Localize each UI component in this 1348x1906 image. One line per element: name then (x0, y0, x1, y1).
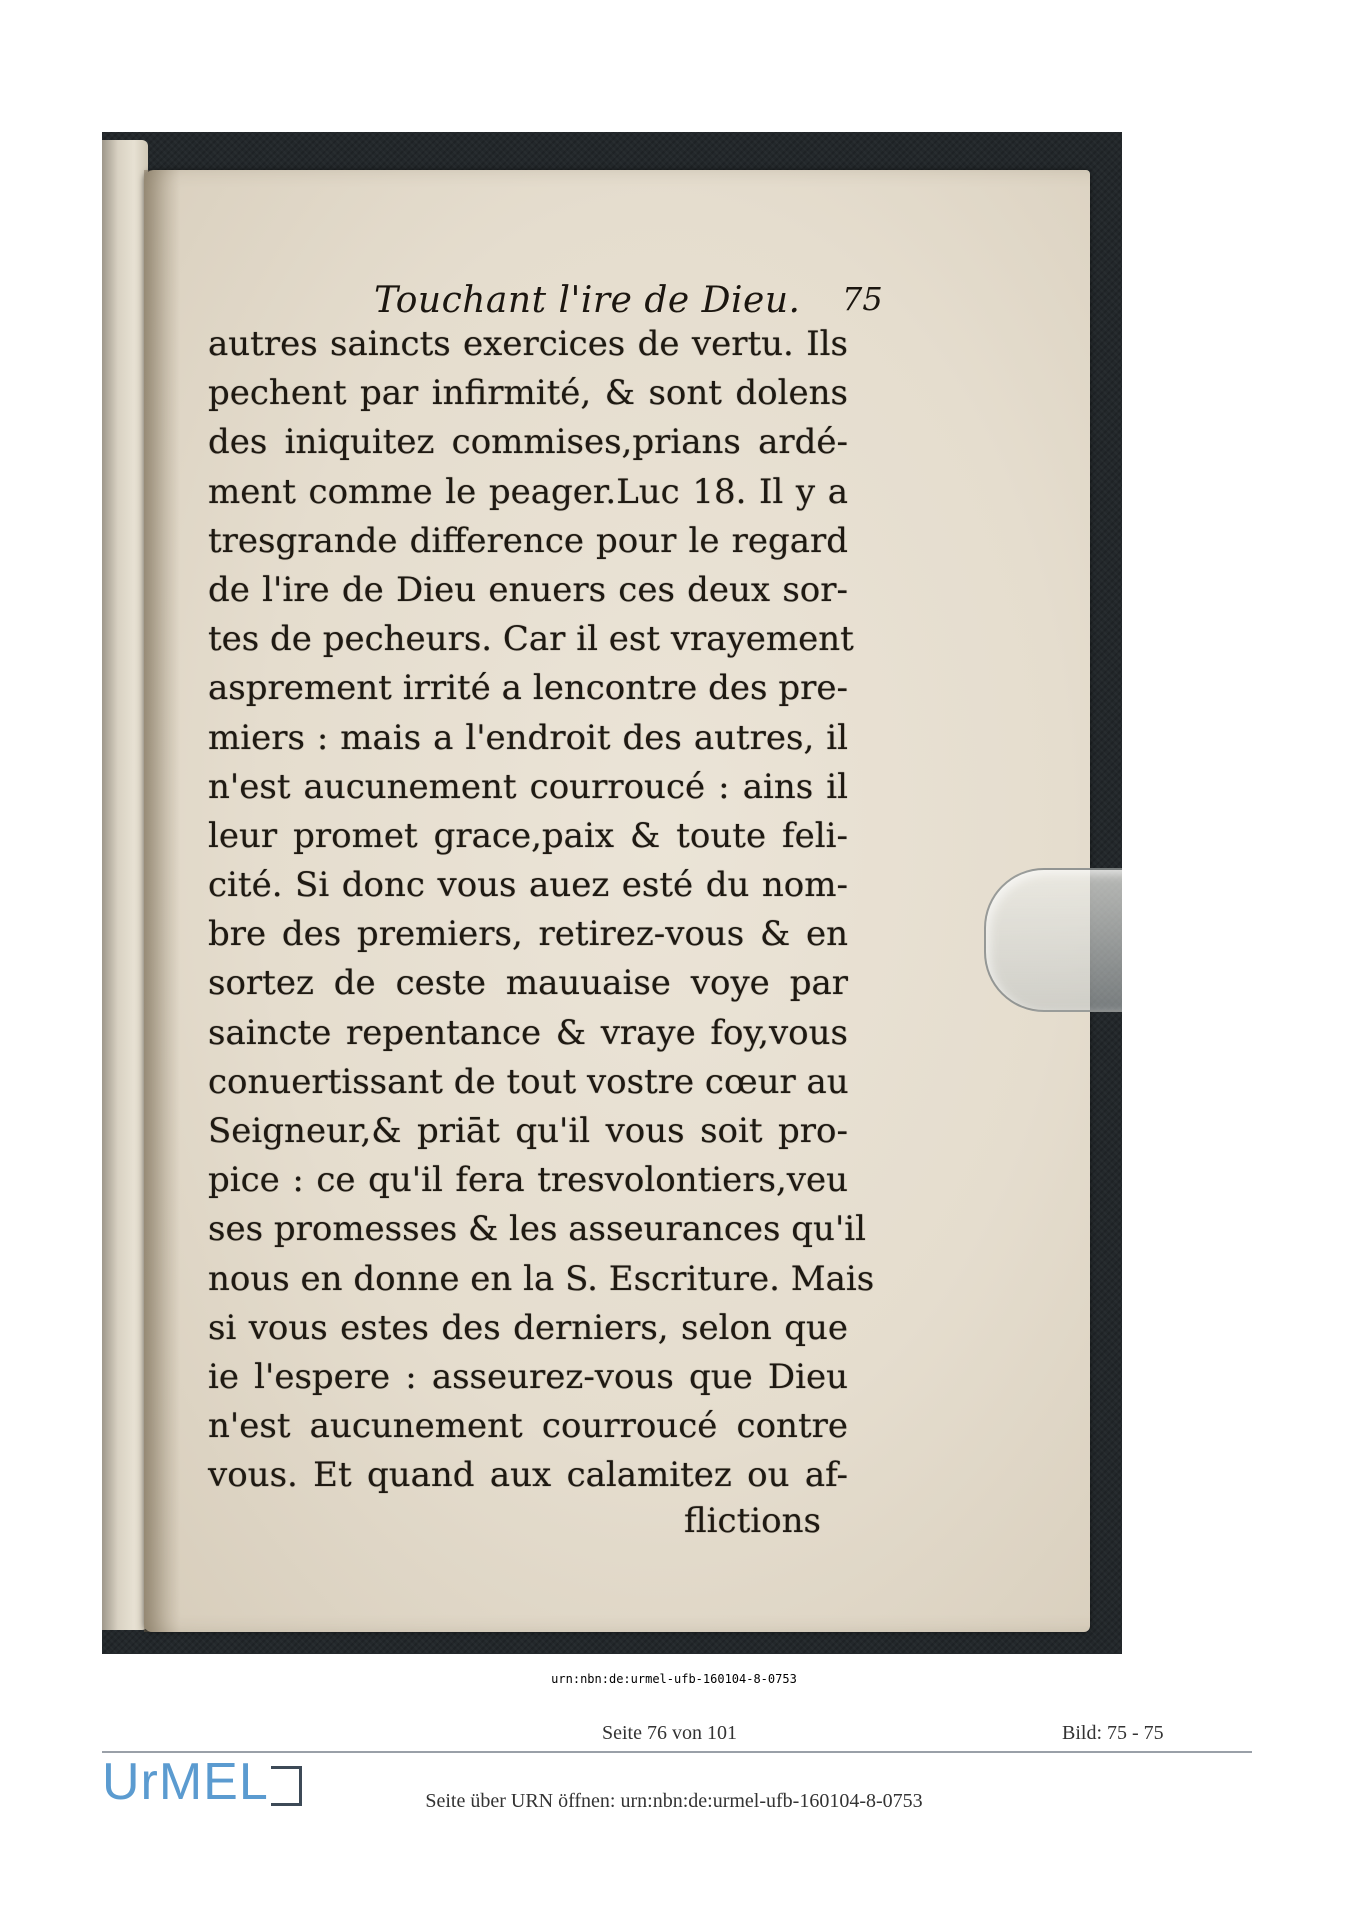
text-line: leur promet grace,paix & toute feli- (208, 815, 848, 856)
text-line: tes de pecheurs. Car il est vrayement (208, 619, 854, 660)
image-range: Bild: 75 - 75 (1062, 1722, 1164, 1744)
page-clip (984, 868, 1122, 1012)
page-count: Seite 76 von 101 (602, 1722, 737, 1744)
text-line: sortez de ceste mauuaise voye par (208, 963, 848, 1004)
book-page (144, 170, 1090, 1632)
text-line: n'est aucunement courroucé contre (208, 1406, 848, 1447)
text-line: tresgrande difference pour le regard (208, 520, 848, 561)
page-text-block (208, 320, 875, 1501)
text-line: Seigneur,& priāt qu'il vous soit pro- (208, 1111, 848, 1151)
text-line: autres saincts exercices de vertu. Ils (208, 324, 848, 364)
text-line: saincte repentance & vraye foy,vous (208, 1012, 848, 1053)
text-line: cité. Si donc vous auez esté du nom- (208, 865, 848, 906)
text-line: nous en donne en la S. Escriture. Mais (208, 1258, 875, 1299)
text-line: pechent par infirmité, & sont dolens (208, 373, 848, 414)
text-line: des iniquitez commises,prians ardé- (208, 422, 848, 463)
text-line: ment comme le peager.Luc 18. Il y a (208, 471, 848, 512)
logo-text: UrMEL (102, 1753, 269, 1811)
catchword: flictions (684, 1501, 821, 1541)
page-gutter-shadow (144, 170, 180, 1632)
text-line: ie l'espere : asseurez-vous que Dieu (208, 1356, 848, 1397)
text-line: asprement irrité a lencontre des pre- (208, 668, 848, 709)
text-line: ses promesses & les asseurances qu'il (208, 1209, 867, 1250)
urn-link[interactable]: Seite über URN öffnen: urn:nbn:de:urmel-ufb-160104-8-0753 (425, 1790, 923, 1812)
text-line: vous. Et quand aux calamitez ou af- (208, 1455, 848, 1496)
text-line: de l'ire de Dieu enuers ces deux sor- (208, 569, 848, 610)
text-line: bre des premiers, retirez-vous & en (208, 914, 848, 955)
text-line: conuertissant de tout vostre cœur au (208, 1061, 849, 1102)
printed-page-number: 75 (842, 280, 883, 318)
scanned-page-image (102, 132, 1122, 1654)
text-line: n'est aucunement courroucé : ains il (208, 766, 848, 807)
running-head: Touchant l'ire de Dieu. (374, 280, 801, 321)
text-line: miers : mais a l'endroit des autres, il (208, 717, 848, 758)
urn-stamp: urn:nbn:de:urmel-ufb-160104-8-0753 (551, 1672, 797, 1686)
left-page-edge (102, 140, 148, 1630)
text-line: si vous estes des derniers, selon que (208, 1307, 848, 1348)
text-line: pice : ce qu'il fera tresvolontiers,veu (208, 1160, 848, 1201)
